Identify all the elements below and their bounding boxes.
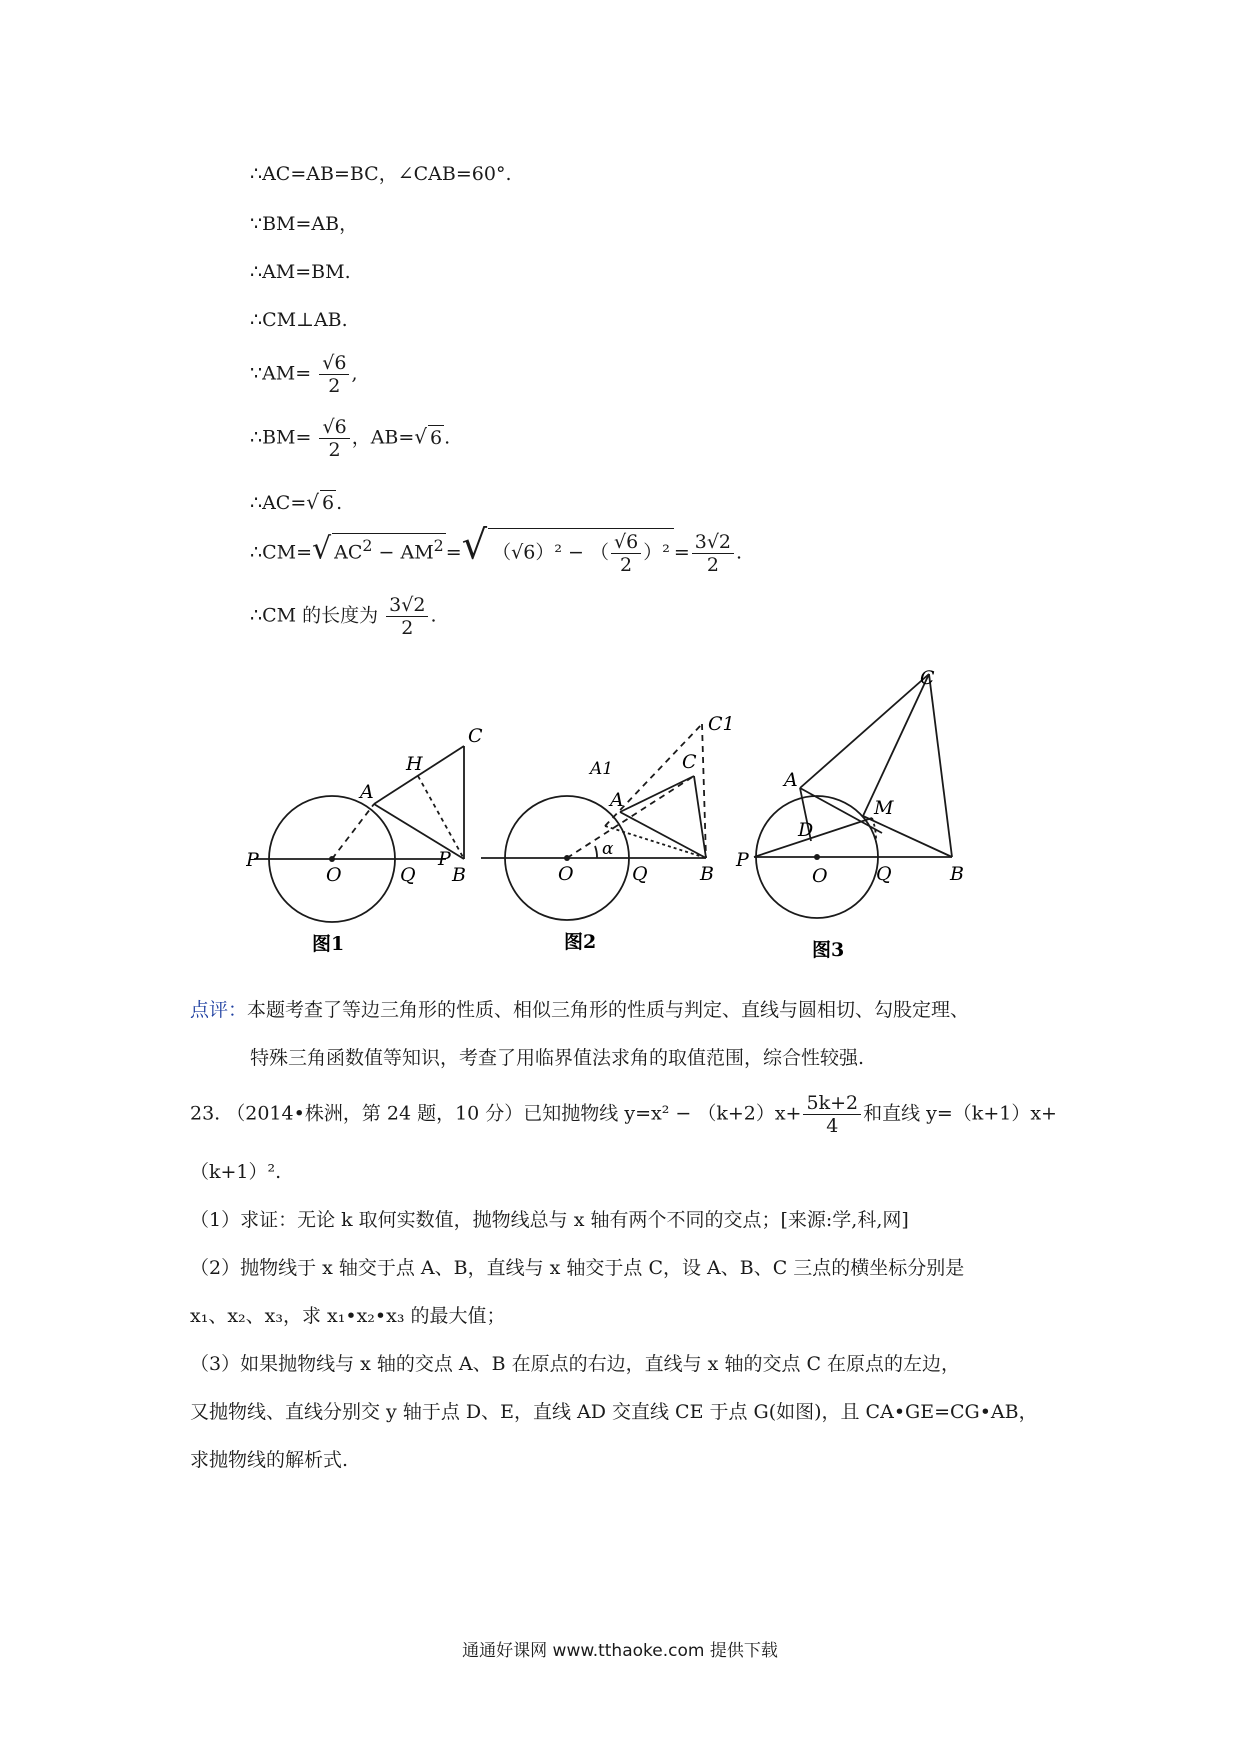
fig3-caption: 图3 bbox=[812, 939, 845, 961]
comment-line-2: 特殊三角函数值等知识，考查了用临界值法求角的取值范围，综合性较强. bbox=[250, 1047, 865, 1069]
fig1-label-a: A bbox=[360, 781, 374, 803]
fig3-label-a: A bbox=[784, 769, 798, 791]
fig2-caption: 图2 bbox=[564, 931, 597, 953]
fig1-label-o: O bbox=[326, 864, 342, 886]
fig2-label-c: C bbox=[682, 751, 697, 773]
problem-23-line-2: （k+1）². bbox=[190, 1161, 282, 1183]
problem-23-q2b: x₁、x₂、x₃，求 x₁•x₂•x₃ 的最大值； bbox=[190, 1305, 506, 1327]
fig2-label-a1: A1 bbox=[590, 759, 614, 779]
fig1-label-b: B bbox=[452, 864, 466, 886]
figure-3 bbox=[754, 674, 952, 918]
fig2-label-o: O bbox=[558, 863, 574, 885]
problem-23-q3b: 又抛物线、直线分别交 y 轴于点 D、E，直线 AD 交直线 CE 于点 G(如图)，且 CA•GE=CG•AB， bbox=[190, 1401, 1038, 1423]
fig2-label-c1: C1 bbox=[708, 713, 735, 735]
proof-line-9: ∴CM 的长度为 $\frac{3√2}{2}$ . bbox=[250, 594, 437, 639]
fig1-label-p: P bbox=[246, 849, 259, 871]
fig2-label-q: Q bbox=[632, 863, 648, 885]
problem-23-q3c: 求抛物线的解析式. bbox=[190, 1449, 349, 1471]
fraction-sqrt6-over-2: $\frac{√6}{2}$ bbox=[319, 416, 349, 461]
fraction-sqrt6-over-2: $\frac{√6}{2}$ bbox=[319, 352, 349, 397]
fig2-label-alpha: α bbox=[602, 839, 614, 859]
fig1-caption: 图1 bbox=[312, 933, 345, 955]
proof-line-1: ∴AC=AB=BC，∠CAB=60°. bbox=[250, 163, 512, 185]
fig3-label-q: Q bbox=[876, 863, 892, 885]
comment-label: 点评： bbox=[190, 999, 248, 1021]
proof-line-2: ∵BM=AB， bbox=[250, 213, 359, 235]
page-footer: 通通好课网 www.tthaoke.com 提供下载 bbox=[462, 1641, 778, 1661]
fig3-label-o: O bbox=[812, 865, 828, 887]
fig3-label-m: M bbox=[874, 797, 894, 819]
problem-23-head: 23. （2014•株洲，第 24 题，10 分）已知抛物线 y=x² − （k+2）x+ $\frac{5k+2}{4}$ 和直线 y=（k+1）x+ bbox=[190, 1092, 1057, 1137]
proof-line-3: ∴AM=BM. bbox=[250, 261, 351, 283]
fig3-label-c: C bbox=[920, 668, 935, 689]
fig2-label-a: A bbox=[610, 789, 624, 811]
proof-line-5: ∵AM= $\frac{√6}{2}$ , bbox=[250, 352, 358, 397]
problem-23-q2a: （2）抛物线于 x 轴交于点 A、B，直线与 x 轴交于点 C，设 A、B、C 三点的横坐标分别是 bbox=[190, 1257, 965, 1279]
problem-23-q3a: （3）如果抛物线与 x 轴的交点 A、B 在原点的右边，直线与 x 轴的交点 C 在原点的左边， bbox=[190, 1353, 961, 1375]
fig1-label-h: H bbox=[406, 753, 423, 775]
fig1-label-q: Q bbox=[400, 864, 416, 886]
fig2-label-b: B bbox=[700, 863, 714, 885]
proof-line-6: ∴BM= $\frac{√6}{2}$ ，AB=√ 6 . bbox=[250, 416, 451, 461]
figure-1 bbox=[254, 746, 464, 922]
proof-line-4: ∴CM⊥AB. bbox=[250, 309, 348, 331]
fig2-label-p: P bbox=[438, 848, 451, 870]
fig1-label-c: C bbox=[468, 725, 483, 747]
fig3-label-d: D bbox=[798, 819, 814, 841]
problem-23-q1: （1）求证：无论 k 取何实数值，抛物线总与 x 轴有两个不同的交点；[来源:学,科,网] bbox=[190, 1209, 909, 1231]
figure-2 bbox=[481, 724, 706, 920]
comment-line-1: 点评：本题考查了等边三角形的性质、相似三角形的性质与判定、直线与圆相切、勾股定理、 bbox=[190, 999, 970, 1021]
geometry-figures bbox=[246, 668, 976, 968]
fig3-label-p: P bbox=[736, 849, 749, 871]
fig3-label-b: B bbox=[950, 863, 964, 885]
proof-line-8: ∴CM=√ $AC^2 - AM^2$ =√ （√6）² − （ $\frac{√6}{2}$ ）² = $\frac{3√2}{2}$ . bbox=[250, 522, 743, 576]
proof-line-7: ∴AC=√ 6 . bbox=[250, 490, 343, 514]
